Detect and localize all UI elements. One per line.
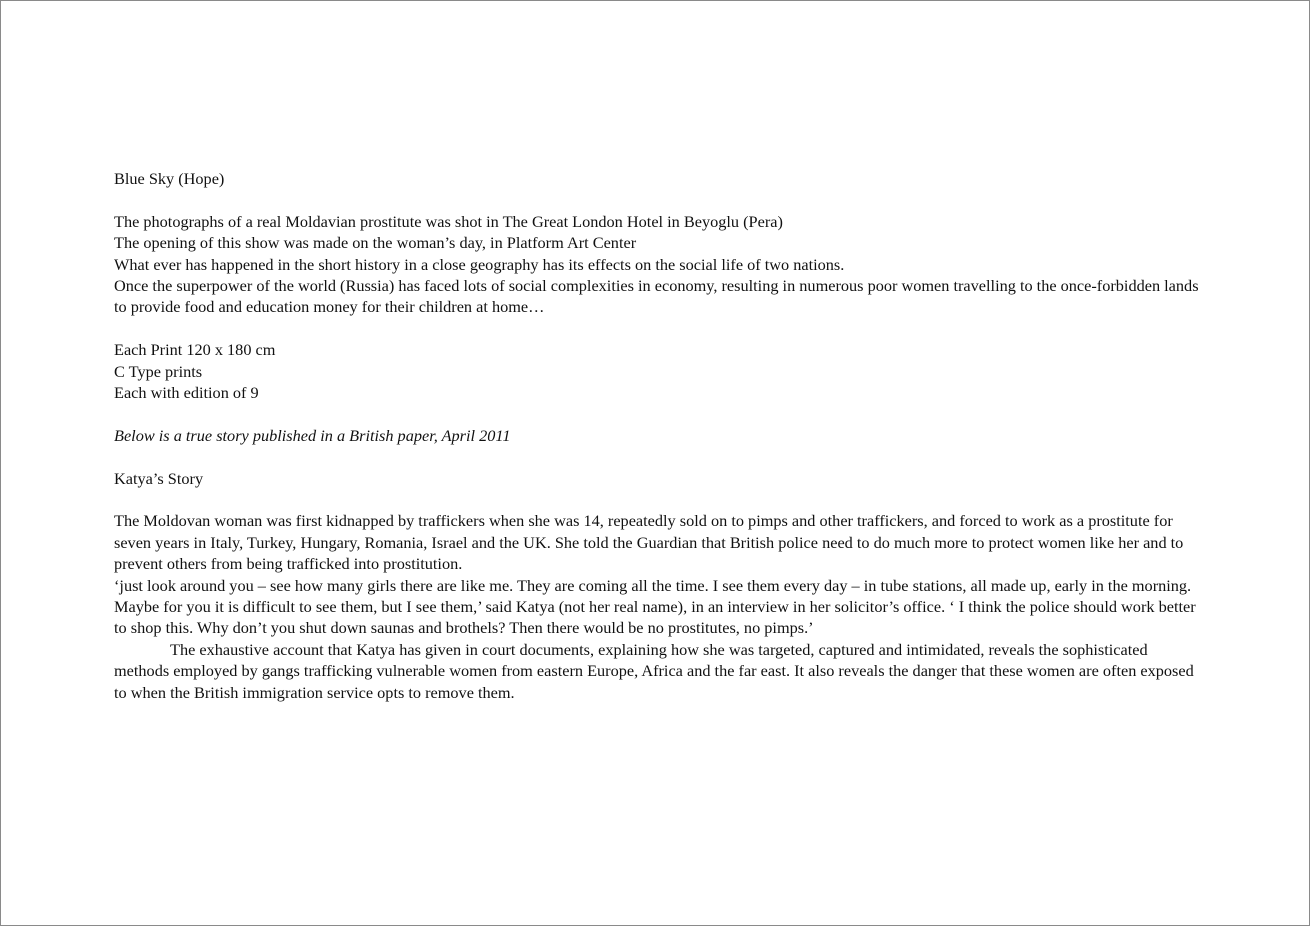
intro-line: Once the superpower of the world (Russia) has faced lots of social complexities in economy, resulting in numerous poor women travelling to the once-forbidden lands to provide food and education money for their children at home… (114, 276, 1199, 317)
intro-line: The opening of this show was made on the woman’s day, in Platform Art Center (114, 233, 637, 253)
print-size: Each Print 120 x 180 cm (114, 340, 276, 360)
intro-line: The photographs of a real Moldavian prostitute was shot in The Great London Hotel in Beyoglu (Pera) (114, 211, 783, 231)
spacer (114, 403, 1204, 424)
print-edition: Each with edition of 9 (114, 383, 259, 403)
print-type: C Type prints (114, 361, 203, 381)
story-paragraph: The exhaustive account that Katya has given in court documents, explaining how she was targeted, captured and intimidated, reveals the sophisticated methods employed by gangs trafficking vulnerable women from eastern Europe, Africa and the far east. It also reveals the danger that these women are often exposed to when the British immigration service opts to remove them. (114, 639, 1194, 702)
story-title: Katya’s Story (114, 468, 204, 488)
spacer (114, 189, 1204, 210)
document-body (114, 168, 1204, 703)
story-note: Below is a true story published in a British paper, April 2011 (114, 425, 511, 445)
story-paragraph: The Moldovan woman was first kidnapped by traffickers when she was 14, repeatedly sold on to pimps and other traffickers, and forced to work as a prostitute for seven years in Italy, Turkey, Hungary, Romania, Israel and the UK. She told the Guardian that British police need to do much more to protect women like her and to prevent others from being trafficked into prostitution. (114, 511, 1184, 574)
story-quote-paragraph: ‘just look around you – see how many girls there are like me. They are coming all the time. I see them every day – in tube stations, all made up, early in the morning. Maybe for you it is difficult to see them, but I see them,’ said Katya (not her real name), in an interview in her solicitor’s office. ‘ I think the police should work better to shop this. Why don’t you shut down saunas and brothels? Then there would be no prostitutes, no pimps.’ (114, 575, 1196, 638)
spacer (114, 489, 1204, 510)
spacer (114, 318, 1204, 339)
spacer (114, 446, 1204, 467)
intro-line: What ever has happened in the short history in a close geography has its effects on the social life of two nations. (114, 254, 845, 274)
document-title: Blue Sky (Hope) (114, 169, 225, 188)
